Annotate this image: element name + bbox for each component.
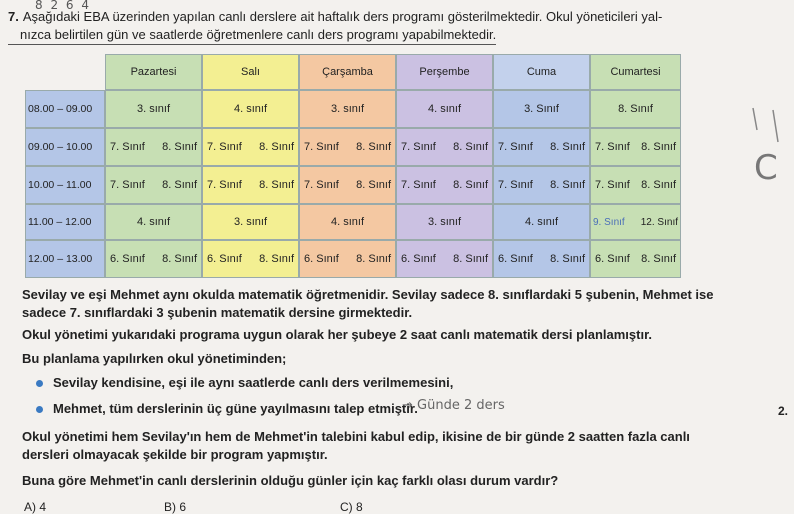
option-c[interactable]: C) 8 — [340, 500, 363, 514]
margin-strokes — [745, 100, 785, 150]
timetable — [25, 54, 681, 278]
class-cell-pair: 6. Sınıf 8. Sınıf — [396, 240, 493, 278]
bullet-icon — [36, 406, 43, 413]
class-cell-pair: 7. Sınıf 8. Sınıf — [590, 166, 681, 204]
day-header: Perşembe — [396, 54, 493, 90]
class-cell-pair: 7. Sınıf 8. Sınıf — [493, 166, 590, 204]
class-cell-pair: 7. Sınıf 8. Sınıf — [396, 128, 493, 166]
class-cell-pair: 7. Sınıf 8. Sınıf — [396, 166, 493, 204]
time-slot: 12.00 – 13.00 — [25, 240, 105, 278]
class-cell-pair: 6. Sınıf 8. Sınıf — [493, 240, 590, 278]
class-cell-pair: 7. Sınıf 8. Sınıf — [590, 128, 681, 166]
next-question-number: 2. — [777, 404, 788, 418]
class-cell-pair: 6. Sınıf 8. Sınıf — [105, 240, 202, 278]
question-line-1: 7. Aşağıdaki EBA üzerinden yapılan canlı derslere ait haftalık ders programı gösterilmektedir. Okul yöneticileri yal- — [8, 9, 663, 24]
paragraph-3: Bu planlama yapılırken okul yönetiminden; — [22, 351, 287, 366]
class-cell-pair: 6. Sınıf 8. Sınıf — [590, 240, 681, 278]
class-cell-pair: 7. Sınıf 8. Sınıf — [493, 128, 590, 166]
class-cell: 3. sınıf — [299, 90, 396, 128]
time-slot: 08.00 – 09.00 — [25, 90, 105, 128]
bullet-item-2: Mehmet, tüm derslerinin üç güne yayılmasını talep etmiştir. — [36, 400, 418, 418]
class-cell: 3. sınıf — [105, 90, 202, 128]
paragraph-1b: sadece 7. sınıflardaki 3 şubenin matematik dersine girmektedir. — [22, 305, 413, 320]
day-header: Çarşamba — [299, 54, 396, 90]
class-cell-pair: 7. Sınıf 8. Sınıf — [202, 128, 299, 166]
class-cell: 8. Sınıf — [590, 90, 681, 128]
class-cell-pair: 7. Sınıf 8. Sınıf — [105, 128, 202, 166]
paragraph-4b: dersleri olmayacak şekilde bir program yapmıştır. — [22, 447, 328, 462]
class-cell: 4. sınıf — [396, 90, 493, 128]
time-slot: 11.00 – 12.00 — [25, 204, 105, 240]
day-header: Cumartesi — [590, 54, 681, 90]
class-cell: 4. sınıf — [493, 204, 590, 240]
question-text: Buna göre Mehmet'in canlı derslerinin olduğu günler için kaç farklı olası durum vardır? — [22, 473, 559, 488]
day-header: Pazartesi — [105, 54, 202, 90]
time-slot: 09.00 – 10.00 — [25, 128, 105, 166]
option-b[interactable]: B) 6 — [164, 500, 187, 514]
class-cell-pair: 7. Sınıf 8. Sınıf — [299, 166, 396, 204]
option-a[interactable]: A) 4 — [24, 500, 47, 514]
question-number: 7. — [8, 9, 19, 24]
paragraph-2: Okul yönetimi yukarıdaki programa uygun olarak her şubeye 2 saat canlı matematik dersi planlamıştır. — [22, 327, 653, 342]
class-cell-pair: 7. Sınıf 8. Sınıf — [299, 128, 396, 166]
class-cell-pair: 7. Sınıf 8. Sınıf — [202, 166, 299, 204]
class-cell: 3. Sınıf — [493, 90, 590, 128]
question-header — [8, 8, 758, 45]
handwritten-note: → Günde 2 ders — [402, 398, 505, 413]
question-line-2: nızca belirtilen gün ve saatlerde öğretmenlere canlı ders programı yapabilmektedir. — [8, 26, 496, 45]
class-cell-pair: 6. Sınıf 8. Sınıf — [299, 240, 396, 278]
margin-handwriting: C — [754, 148, 778, 188]
class-cell-pair: 7. Sınıf 8. Sınıf — [105, 166, 202, 204]
class-cell: 4. sınıf — [202, 90, 299, 128]
class-cell-pair: 9. Sınıf 12. Sınıf — [590, 204, 681, 240]
class-cell: 3. sınıf — [202, 204, 299, 240]
paragraph-1a: Sevilay ve eşi Mehmet aynı okulda matematik öğretmenidir. Sevilay sadece 8. sınıflardaki 5 şubenin, Mehmet ise — [22, 287, 714, 302]
class-cell-pair: 6. Sınıf 8. Sınıf — [202, 240, 299, 278]
bullet-item-1: Sevilay kendisine, eşi ile aynı saatlerde canlı ders verilmemesini, — [36, 374, 453, 392]
bullet-icon — [36, 380, 43, 387]
day-header: Salı — [202, 54, 299, 90]
handwritten-digits: 8 2 6 4 — [35, 0, 91, 12]
class-cell: 3. sınıf — [396, 204, 493, 240]
day-header: Cuma — [493, 54, 590, 90]
class-cell: 4. sınıf — [299, 204, 396, 240]
class-cell: 4. sınıf — [105, 204, 202, 240]
paragraph-4a: Okul yönetimi hem Sevilay'ın hem de Mehmet'in talebini kabul edip, ikisine de bir günde 2 saatten fazla canlı — [22, 429, 690, 444]
time-slot: 10.00 – 11.00 — [25, 166, 105, 204]
